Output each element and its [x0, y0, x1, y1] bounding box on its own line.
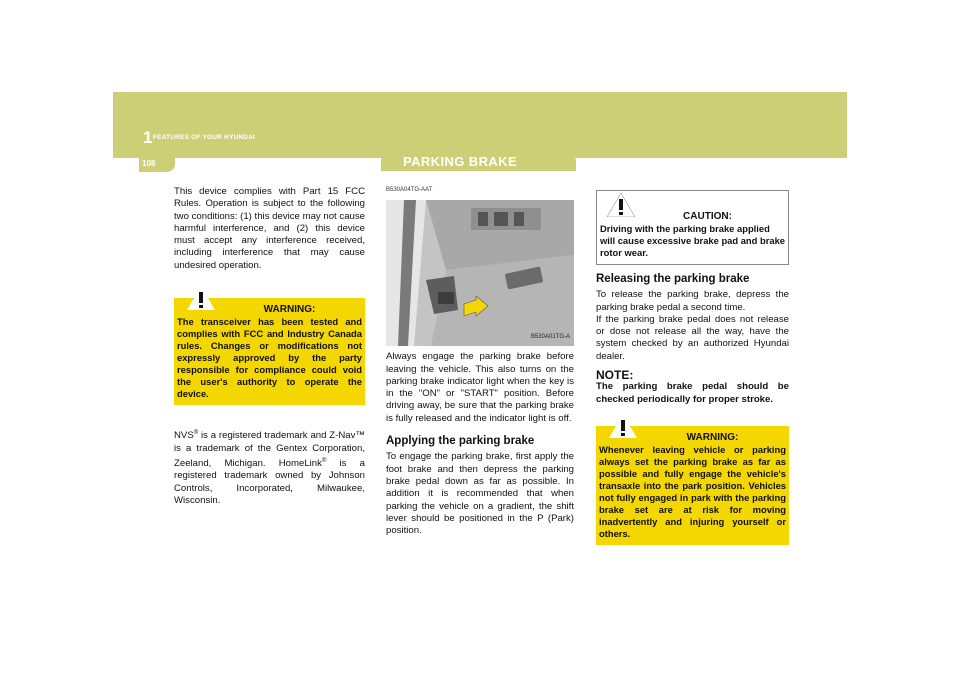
caution-text: Driving with the parking brake applied will cause excessive brake pad and brake rotor wear.: [600, 223, 786, 258]
chapter-title: FEATURES OF YOUR HYUNDAI: [153, 134, 256, 141]
left-column: [174, 186, 365, 517]
warning-title: WARNING:: [686, 431, 739, 443]
releasing-heading: Releasing the parking brake: [596, 273, 750, 285]
warning-text: The transceiver has been tested and complies with FCC and Industry Canada rules. Changes or modifications not expressly approved by the party responsible for compliance could void the user's authority to operate the device.: [177, 316, 362, 400]
intro-paragraph: Always engage the parking brake before leaving the vehicle. This also turns on the parking brake indicator light when the key is in the "ON" or "START" position. Before driving away, be sure that the parking brake is fully released and the indicator light is off.: [386, 351, 574, 424]
parking-brake-figure: [386, 200, 574, 346]
chapter-number: 1: [143, 128, 153, 147]
note-text: The parking brake pedal should be checked periodically for proper stroke.: [596, 381, 789, 405]
figure-code: B530A01TG-A: [530, 334, 570, 340]
warning-text: Whenever leaving vehicle or parking always set the parking brake as far as possible and fully engage the vehicle's transaxle into the park position. Vehicles not fully engaged in park with the parking brake set are at risk for moving inadvertently and injuring yourself or others.: [599, 443, 786, 539]
caution-box: [596, 190, 789, 265]
header-band: [113, 92, 847, 158]
homelink-text: is a registered trademark owned by Johnson Controls, Incorporated, Milwaukee, Wisconsin.: [174, 458, 365, 506]
page-number: 108: [139, 156, 175, 172]
applying-paragraph: To engage the parking brake, first apply the foot brake and then depress the parking brake pedal down as far as possible. In addition it is recommended that when parking the vehicle on a gradient, the shift lever should be positioned in the P (Park) position.: [386, 451, 574, 537]
middle-column: [386, 184, 574, 547]
transceiver-warning-box: [174, 298, 365, 405]
parking-warning-box: [596, 426, 789, 545]
section-code: B530A04TG-AAT: [386, 187, 433, 193]
warning-triangle-icon: [187, 286, 215, 310]
right-column: [596, 190, 789, 545]
caution-title: CAUTION:: [683, 211, 732, 222]
nvs-text: is a registered trademark and Z-Nav™ is a trademark of the Gentex Corporation, Zeeland, Michigan. HomeLink: [174, 430, 365, 470]
registered-mark: ®: [321, 457, 327, 464]
warning-title: WARNING:: [263, 304, 316, 316]
fcc-paragraph: This device complies with Part 15 FCC Rules. Operation is subject to the following two conditions: (1) this device may not cause harmful interference, and (2) this device must accept any interference received, including interference that may cause undesired operation.: [174, 186, 365, 271]
applying-heading: Applying the parking brake: [386, 435, 535, 448]
section-title: PARKING BRAKE: [381, 150, 576, 171]
warning-triangle-icon: [609, 414, 637, 438]
releasing-paragraph-2: If the parking brake pedal does not release or dose not release all the way, have the system checked by an authorized Hyundai dealer.: [596, 313, 789, 362]
trademark-paragraph: [174, 427, 365, 507]
warning-triangle-icon: [607, 193, 635, 217]
registered-mark: ®: [193, 430, 199, 437]
parking-brake-illustration: [386, 200, 574, 346]
nvs-label: NVS: [174, 430, 194, 442]
releasing-paragraph-1: To release the parking brake, depress the parking brake pedal a second time.: [596, 289, 789, 313]
note-label: NOTE:: [596, 368, 634, 383]
